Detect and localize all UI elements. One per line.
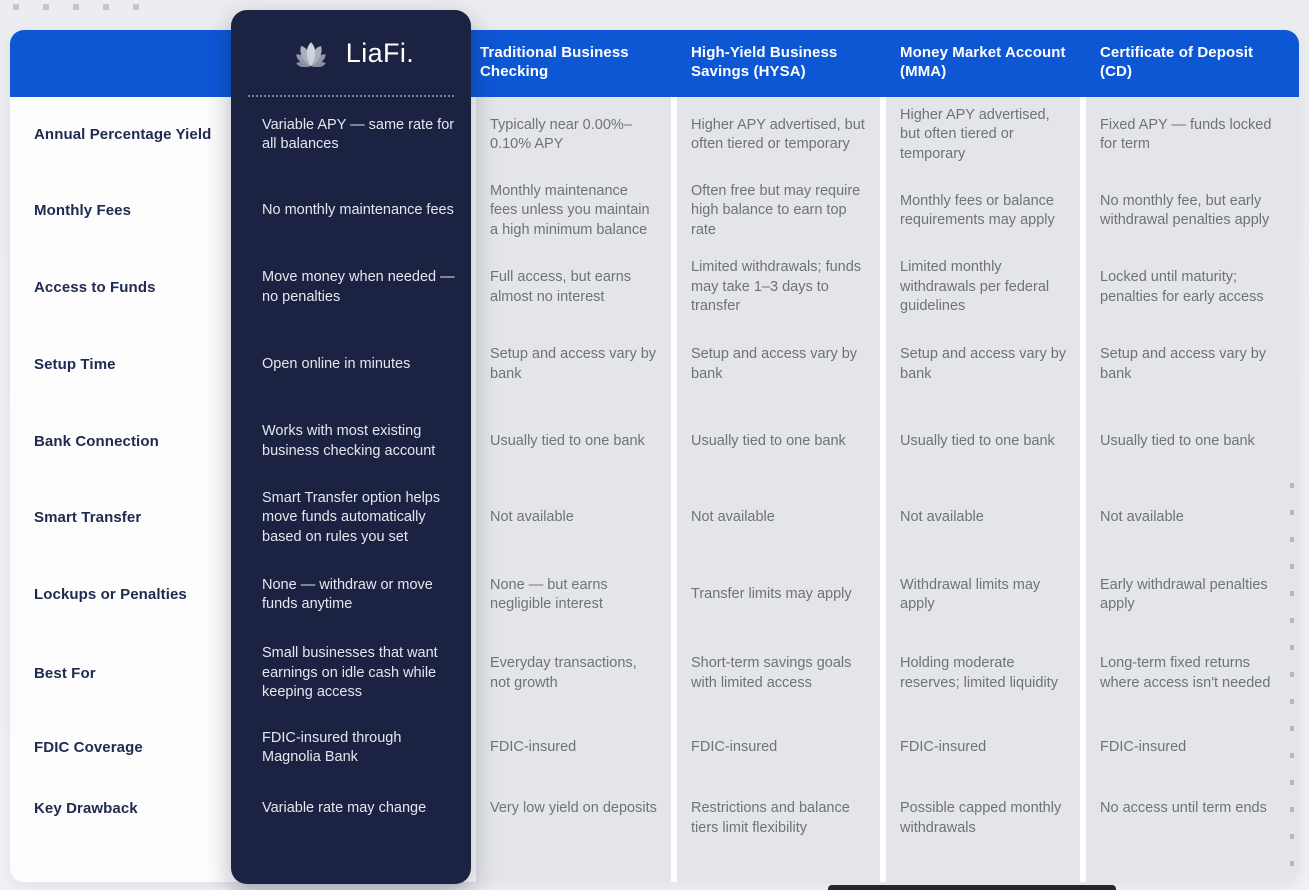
cell-cd-fdic: FDIC-insured	[1100, 739, 1187, 756]
cell-traditional-smart-transfer: Not available	[490, 509, 574, 526]
cell-mma-fdic: FDIC-insured	[900, 739, 987, 756]
cell-hysa-lockups: Transfer limits may apply	[691, 586, 852, 603]
comparison-table-card	[10, 30, 1299, 882]
column-mma	[886, 97, 1080, 882]
cell-mma-setup: Setup and access vary by bank	[900, 346, 1067, 382]
cell-traditional-fees: Monthly maintenance fees unless you maintain a high minimum balance	[490, 182, 650, 238]
liafi-brand-column	[231, 10, 471, 884]
column-header-cd: Certificate of Deposit (CD)	[1100, 44, 1254, 80]
column-cd	[1086, 97, 1299, 882]
column-hysa	[677, 97, 880, 882]
cell-cd-connection: Usually tied to one bank	[1100, 432, 1255, 449]
cell-mma-apy: Higher APY advertised, but often tiered or temporary	[900, 106, 1050, 162]
liafi-column-header	[231, 10, 471, 97]
cell-traditional-best-for: Everyday transactions, not growth	[490, 655, 637, 691]
right-edge-decoration-dots	[1290, 483, 1294, 888]
column-traditional	[476, 97, 671, 882]
cell-mma-smart-transfer: Not available	[900, 509, 984, 526]
row-label-best-for: Best For	[34, 664, 96, 682]
cell-traditional-access: Full access, but earns almost no interest	[490, 269, 632, 305]
cell-hysa-drawback: Restrictions and balance tiers limit flexibility	[691, 800, 850, 836]
cell-traditional-lockups: None — but earns negligible interest	[490, 576, 608, 612]
dot	[73, 4, 79, 10]
cell-liafi-smart-transfer: Smart Transfer option helps move funds automatically based on rules you set	[262, 489, 441, 545]
cell-mma-drawback: Possible capped monthly withdrawals	[900, 800, 1062, 836]
table-body	[10, 97, 1299, 882]
cell-hysa-fdic: FDIC-insured	[691, 739, 778, 756]
cell-mma-access: Limited monthly withdrawals per federal guidelines	[900, 259, 1050, 315]
window-decoration-dots	[13, 4, 139, 10]
column-header-traditional: Traditional Business Checking	[480, 44, 629, 80]
column-header-hysa: High-Yield Business Savings (HYSA)	[691, 44, 838, 80]
row-label-access-to-funds: Access to Funds	[34, 278, 156, 296]
cell-liafi-access: Move money when needed — no penalties	[262, 269, 455, 305]
cell-cd-access: Locked until maturity; penalties for early access	[1100, 269, 1264, 305]
cell-mma-fees: Monthly fees or balance requirements may apply	[900, 192, 1055, 228]
row-label-fdic: FDIC Coverage	[34, 739, 143, 757]
cell-liafi-apy: Variable APY — same rate for all balances	[262, 116, 455, 152]
cell-liafi-setup: Open online in minutes	[262, 355, 411, 372]
cell-liafi-fdic: FDIC-insured through Magnolia Bank	[262, 729, 402, 765]
liafi-column-cells	[231, 97, 471, 882]
row-label-setup-time: Setup Time	[34, 355, 116, 373]
cell-mma-best-for: Holding moderate reserves; limited liquidity	[900, 655, 1058, 691]
cell-hysa-smart-transfer: Not available	[691, 509, 775, 526]
cell-liafi-lockups: None — withdraw or move funds anytime	[262, 576, 433, 612]
cell-liafi-best-for: Small businesses that want earnings on idle cash while keeping access	[262, 645, 438, 701]
cell-mma-connection: Usually tied to one bank	[900, 432, 1055, 449]
cell-traditional-connection: Usually tied to one bank	[490, 432, 645, 449]
bottom-edge-bar	[828, 885, 1116, 890]
brand-name: LiaFi.	[345, 38, 415, 68]
cell-cd-drawback: No access until term ends	[1100, 800, 1267, 816]
lotus-logo-icon	[288, 36, 334, 72]
row-label-apy: Annual Percentage Yield	[34, 126, 212, 144]
column-header-mma: Money Market Account (MMA)	[900, 44, 1066, 80]
cell-hysa-connection: Usually tied to one bank	[691, 432, 846, 449]
cell-traditional-apy: Typically near 0.00%–0.10% APY	[490, 116, 632, 152]
cell-liafi-fees: No monthly maintenance fees	[262, 202, 454, 219]
cell-cd-fees: No monthly fee, but early withdrawal penalties apply	[1100, 192, 1270, 228]
cell-traditional-fdic: FDIC-insured	[490, 739, 577, 756]
dot	[133, 4, 139, 10]
row-label-key-drawback: Key Drawback	[34, 800, 138, 817]
cell-cd-lockups: Early withdrawal penalties apply	[1100, 576, 1268, 612]
cell-hysa-best-for: Short-term savings goals with limited access	[691, 655, 852, 691]
row-label-monthly-fees: Monthly Fees	[34, 202, 132, 220]
cell-cd-setup: Setup and access vary by bank	[1100, 346, 1267, 382]
cell-hysa-access: Limited withdrawals; funds may take 1–3 days to transfer	[691, 259, 862, 315]
cell-cd-smart-transfer: Not available	[1100, 509, 1184, 526]
dot	[13, 4, 19, 10]
dot	[103, 4, 109, 10]
cell-hysa-apy: Higher APY advertised, but often tiered or temporary	[691, 116, 865, 152]
row-label-smart-transfer: Smart Transfer	[34, 509, 142, 527]
cell-liafi-connection: Works with most existing business checking account	[262, 423, 436, 459]
row-label-bank-connection: Bank Connection	[34, 432, 159, 450]
cell-hysa-fees: Often free but may require high balance to earn top rate	[691, 182, 861, 238]
cell-traditional-drawback: Very low yield on deposits	[490, 800, 657, 816]
dot	[43, 4, 49, 10]
cell-mma-lockups: Withdrawal limits may apply	[900, 576, 1041, 612]
row-label-lockups: Lockups or Penalties	[34, 586, 187, 604]
cell-cd-best-for: Long-term fixed returns where access isn't needed	[1100, 655, 1271, 691]
cell-traditional-setup: Setup and access vary by bank	[490, 346, 657, 382]
cell-hysa-setup: Setup and access vary by bank	[691, 346, 858, 382]
cell-liafi-drawback: Variable rate may change	[262, 800, 427, 816]
cell-cd-apy: Fixed APY — funds locked for term	[1100, 116, 1272, 152]
row-header-column	[10, 97, 231, 882]
table-header-bar	[10, 30, 1299, 97]
